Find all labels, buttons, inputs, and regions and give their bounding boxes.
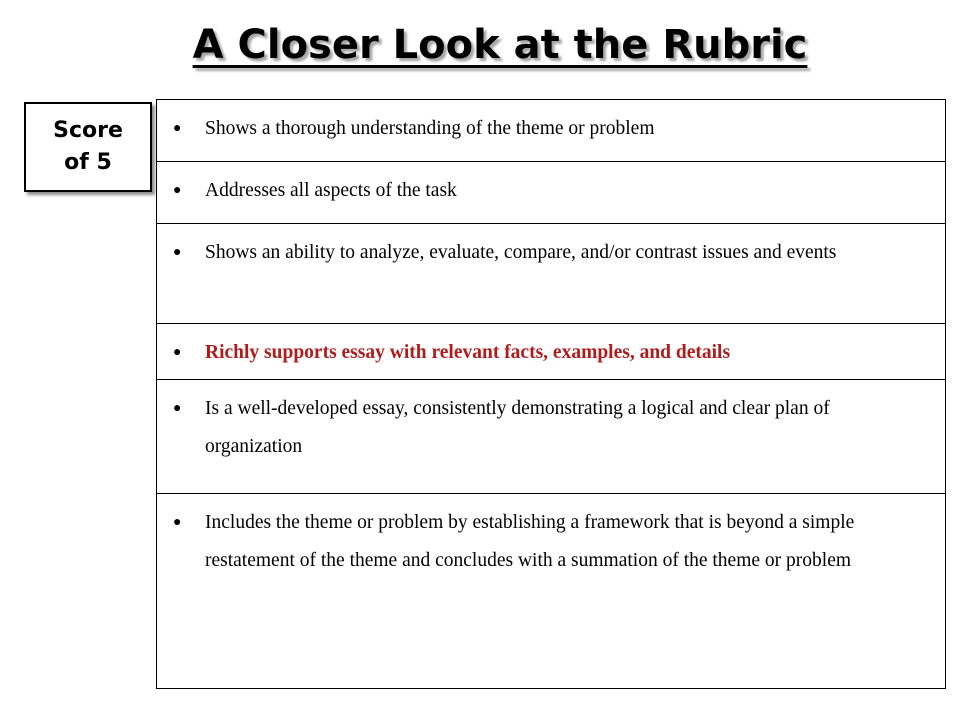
criterion-text: Shows a thorough understanding of the theme or problem	[205, 118, 655, 139]
rubric-cell	[157, 162, 946, 224]
rubric-row	[157, 162, 946, 224]
rubric-row	[157, 494, 946, 689]
rubric-row	[157, 324, 946, 380]
rubric-table	[156, 99, 946, 689]
score-label-line2: of 5	[64, 150, 112, 175]
bullet-icon: ●	[173, 345, 182, 360]
rubric-row	[157, 380, 946, 494]
score-label-line1: Score	[53, 118, 123, 143]
criterion-text: Is a well-developed essay, consistently demonstrating a logical and clear plan of organization	[205, 398, 830, 457]
rubric-row	[157, 224, 946, 324]
criterion-text: Richly supports essay with relevant facts, examples, and details	[205, 342, 731, 363]
rubric-cell	[157, 380, 946, 494]
bullet-icon: ●	[173, 183, 182, 198]
rubric-cell	[157, 224, 946, 324]
rubric-cell	[157, 494, 946, 689]
bullet-icon: ●	[173, 401, 182, 416]
score-label-box	[24, 102, 152, 192]
rubric-cell	[157, 100, 946, 162]
bullet-icon: ●	[173, 121, 182, 136]
rubric-cell	[157, 324, 946, 380]
bullet-icon: ●	[173, 515, 182, 530]
bullet-icon: ●	[173, 245, 182, 260]
criterion-text: Includes the theme or problem by establishing a framework that is beyond a simple restatement of the theme and concludes with a summation of the theme or problem	[205, 512, 855, 571]
rubric-row	[157, 100, 946, 162]
criterion-text: Shows an ability to analyze, evaluate, compare, and/or contrast issues and events	[205, 242, 837, 263]
page-title: A Closer Look at the Rubric	[192, 22, 808, 68]
criterion-text: Addresses all aspects of the task	[205, 180, 457, 201]
